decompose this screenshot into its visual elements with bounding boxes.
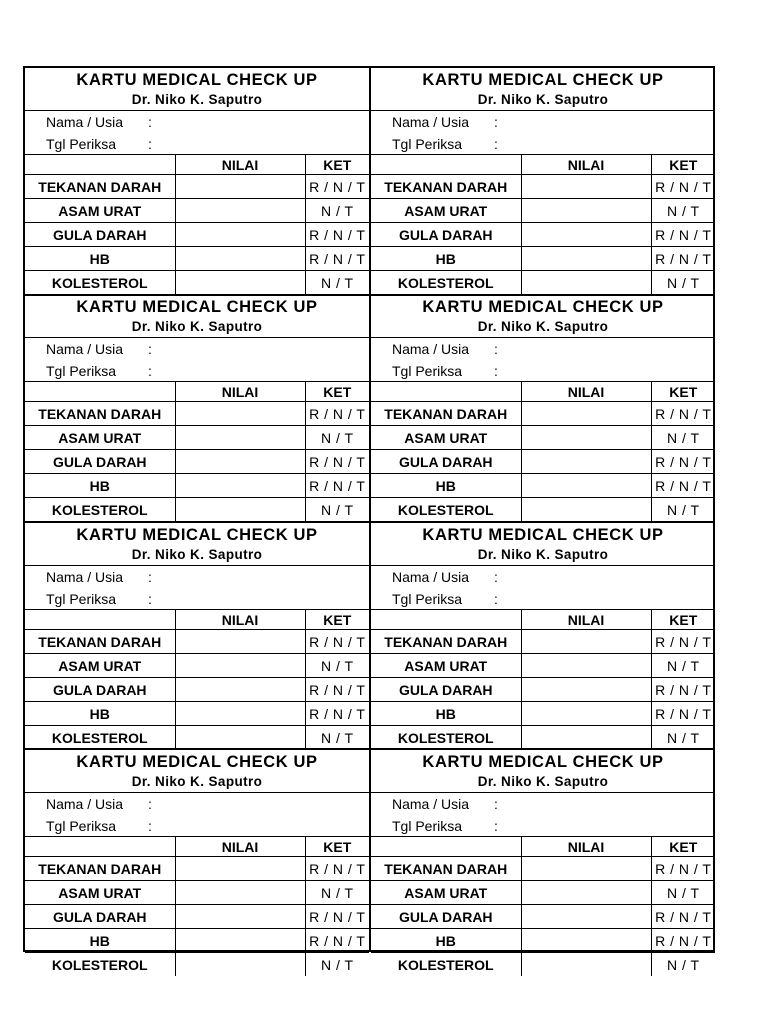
exam-date-label: Tgl Periksa [46,363,117,379]
name-age-field[interactable] [25,111,369,133]
note-cell[interactable]: N / T [305,271,369,295]
note-cell[interactable]: R / N / T [651,678,715,702]
colon: : [494,363,498,379]
name-age-field[interactable] [371,111,715,133]
medical-card [25,750,369,977]
name-age-label: Nama / Usia [392,796,470,812]
results-table [25,609,369,749]
test-name: HB [25,929,175,953]
value-column-header: NILAI [175,155,305,175]
note-column-header: KET [651,155,715,175]
exam-date-field[interactable] [25,815,369,837]
test-name: GULA DARAH [25,905,175,929]
test-name: GULA DARAH [371,678,521,702]
test-name: TEKANAN DARAH [25,857,175,881]
exam-date-field[interactable] [371,815,715,837]
test-name: HB [25,474,175,498]
test-name: HB [25,247,175,271]
value-cell[interactable] [175,223,305,247]
table-row [371,881,715,905]
test-name: HB [371,247,521,271]
note-cell[interactable]: R / N / T [305,175,369,199]
exam-date-label: Tgl Periksa [46,818,117,834]
table-row [371,175,715,199]
exam-date-field[interactable] [371,588,715,610]
name-age-label: Nama / Usia [392,569,470,585]
test-name: KOLESTEROL [25,271,175,295]
value-cell[interactable] [175,426,305,450]
table-row [371,630,715,654]
table-row [371,857,715,881]
name-age-field[interactable] [25,566,369,588]
colon: : [148,114,152,130]
results-table [25,154,369,294]
note-cell[interactable]: R / N / T [651,247,715,271]
name-age-field[interactable] [371,338,715,360]
value-cell[interactable] [175,630,305,654]
doctor-name: Dr. Niko K. Saputro [131,547,263,562]
header-blank-cell [371,155,521,175]
test-name: TEKANAN DARAH [371,857,521,881]
colon: : [148,341,152,357]
table-header-row [371,155,715,175]
table-row [371,905,715,929]
card-title: KARTU MEDICAL CHECK UP [422,753,664,771]
note-cell[interactable]: R / N / T [651,857,715,881]
table-row [25,702,369,726]
value-cell[interactable] [175,247,305,271]
note-cell[interactable]: N / T [651,199,715,223]
note-cell[interactable]: N / T [651,426,715,450]
name-age-field[interactable] [25,793,369,815]
table-header-row [25,155,369,175]
card-title: KARTU MEDICAL CHECK UP [76,71,318,89]
exam-date-label: Tgl Periksa [392,136,463,152]
note-cell[interactable]: R / N / T [305,630,369,654]
table-header-row [371,837,715,857]
table-row [25,905,369,929]
results-table [371,609,715,749]
medical-card-sheet [23,66,715,973]
value-cell[interactable] [521,474,651,498]
test-name: KOLESTEROL [25,498,175,522]
name-age-label: Nama / Usia [46,341,124,357]
colon: : [148,818,152,834]
note-cell[interactable]: R / N / T [305,929,369,953]
card-header [25,750,369,793]
header-blank-cell [25,382,175,402]
test-name: ASAM URAT [371,426,521,450]
test-name: KOLESTEROL [25,953,175,977]
value-column-header: NILAI [521,610,651,630]
value-cell[interactable] [175,726,305,750]
table-row [25,474,369,498]
test-name: KOLESTEROL [25,726,175,750]
note-cell[interactable]: R / N / T [651,474,715,498]
value-cell[interactable] [175,702,305,726]
value-cell[interactable] [175,271,305,295]
table-row [371,678,715,702]
value-cell[interactable] [521,247,651,271]
test-name: ASAM URAT [25,199,175,223]
table-row [25,402,369,426]
note-cell[interactable]: N / T [651,953,715,977]
doctor-name: Dr. Niko K. Saputro [131,92,263,107]
table-row [371,199,715,223]
card-header [371,523,715,566]
test-name: GULA DARAH [25,678,175,702]
note-cell[interactable]: R / N / T [651,929,715,953]
test-name: TEKANAN DARAH [25,402,175,426]
table-row [371,474,715,498]
name-age-label: Nama / Usia [46,114,124,130]
test-name: HB [371,474,521,498]
medical-card [371,68,715,295]
results-table [371,154,715,294]
note-cell[interactable]: N / T [651,654,715,678]
test-name: ASAM URAT [25,654,175,678]
table-row [25,726,369,750]
header-blank-cell [371,382,521,402]
test-name: TEKANAN DARAH [371,402,521,426]
colon: : [494,136,498,152]
note-cell[interactable]: R / N / T [651,702,715,726]
doctor-name: Dr. Niko K. Saputro [477,547,609,562]
note-column-header: KET [651,837,715,857]
card-header [371,750,715,793]
results-table [371,381,715,521]
value-cell[interactable] [521,426,651,450]
colon: : [148,136,152,152]
note-cell[interactable]: R / N / T [651,630,715,654]
table-row [371,450,715,474]
test-name: GULA DARAH [25,450,175,474]
name-age-label: Nama / Usia [46,569,124,585]
value-cell[interactable] [521,905,651,929]
note-cell[interactable]: R / N / T [305,905,369,929]
card-title: KARTU MEDICAL CHECK UP [76,526,318,544]
value-column-header: NILAI [175,837,305,857]
value-cell[interactable] [521,630,651,654]
value-cell[interactable] [521,953,651,977]
note-column-header: KET [305,155,369,175]
table-row [25,199,369,223]
card-title: KARTU MEDICAL CHECK UP [76,298,318,316]
table-row [371,223,715,247]
exam-date-field[interactable] [25,360,369,382]
value-cell[interactable] [521,654,651,678]
value-cell[interactable] [175,450,305,474]
note-cell[interactable]: N / T [305,498,369,522]
card-divider [25,294,713,296]
card-title: KARTU MEDICAL CHECK UP [422,526,664,544]
note-column-header: KET [651,610,715,630]
medical-card [25,295,369,522]
header-blank-cell [25,837,175,857]
name-age-label: Nama / Usia [46,796,124,812]
table-row [25,223,369,247]
colon: : [148,569,152,585]
note-cell[interactable]: N / T [305,953,369,977]
exam-date-field[interactable] [25,133,369,155]
test-name: HB [371,702,521,726]
test-name: ASAM URAT [25,426,175,450]
value-cell[interactable] [175,881,305,905]
note-cell[interactable]: N / T [305,199,369,223]
value-cell[interactable] [521,929,651,953]
medical-card [371,295,715,522]
table-row [25,426,369,450]
table-row [371,702,715,726]
card-header [25,523,369,566]
card-header [371,68,715,111]
colon: : [494,114,498,130]
test-name: TEKANAN DARAH [25,630,175,654]
colon: : [148,796,152,812]
exam-date-label: Tgl Periksa [392,363,463,379]
note-cell[interactable]: R / N / T [651,175,715,199]
test-name: KOLESTEROL [371,953,521,977]
table-row [25,857,369,881]
table-row [25,450,369,474]
table-header-row [371,382,715,402]
results-table [371,836,715,976]
colon: : [494,796,498,812]
note-cell[interactable]: N / T [651,498,715,522]
test-name: TEKANAN DARAH [371,175,521,199]
note-cell[interactable]: N / T [651,726,715,750]
note-cell[interactable]: R / N / T [651,402,715,426]
table-header-row [25,382,369,402]
note-cell[interactable]: N / T [305,654,369,678]
card-divider [25,748,713,750]
table-row [371,498,715,522]
value-cell[interactable] [521,199,651,223]
card-title: KARTU MEDICAL CHECK UP [422,71,664,89]
name-age-label: Nama / Usia [392,341,470,357]
note-cell[interactable]: N / T [305,426,369,450]
exam-date-label: Tgl Periksa [392,591,463,607]
name-age-label: Nama / Usia [392,114,470,130]
note-cell[interactable]: R / N / T [305,702,369,726]
card-header [25,295,369,338]
card-header [371,295,715,338]
table-row [25,881,369,905]
exam-date-label: Tgl Periksa [46,136,117,152]
exam-date-field[interactable] [25,588,369,610]
table-header-row [371,610,715,630]
table-row [25,929,369,953]
test-name: ASAM URAT [371,654,521,678]
value-cell[interactable] [521,881,651,905]
test-name: KOLESTEROL [371,498,521,522]
exam-date-label: Tgl Periksa [46,591,117,607]
card-divider [25,521,713,523]
table-row [25,175,369,199]
header-blank-cell [371,837,521,857]
doctor-name: Dr. Niko K. Saputro [477,319,609,334]
header-blank-cell [25,610,175,630]
table-row [25,271,369,295]
table-row [371,426,715,450]
exam-date-field[interactable] [371,133,715,155]
table-row [25,678,369,702]
colon: : [494,341,498,357]
table-row [371,953,715,977]
name-age-field[interactable] [371,793,715,815]
colon: : [494,591,498,607]
test-name: KOLESTEROL [371,271,521,295]
value-cell[interactable] [175,953,305,977]
colon: : [148,363,152,379]
value-column-header: NILAI [175,382,305,402]
note-column-header: KET [651,382,715,402]
value-cell[interactable] [175,498,305,522]
medical-card [371,523,715,750]
test-name: TEKANAN DARAH [25,175,175,199]
table-header-row [25,610,369,630]
name-age-field[interactable] [25,338,369,360]
test-name: GULA DARAH [25,223,175,247]
doctor-name: Dr. Niko K. Saputro [477,774,609,789]
value-column-header: NILAI [521,382,651,402]
header-blank-cell [25,155,175,175]
doctor-name: Dr. Niko K. Saputro [131,319,263,334]
note-cell[interactable]: R / N / T [305,402,369,426]
note-cell[interactable]: R / N / T [305,857,369,881]
value-cell[interactable] [521,726,651,750]
table-row [25,247,369,271]
colon: : [494,569,498,585]
note-cell[interactable]: N / T [305,726,369,750]
value-cell[interactable] [175,402,305,426]
note-cell[interactable]: N / T [651,271,715,295]
table-row [371,726,715,750]
note-cell[interactable]: R / N / T [651,450,715,474]
note-column-header: KET [305,610,369,630]
value-cell[interactable] [521,678,651,702]
exam-date-field[interactable] [371,360,715,382]
name-age-field[interactable] [371,566,715,588]
value-cell[interactable] [521,857,651,881]
card-title: KARTU MEDICAL CHECK UP [422,298,664,316]
value-cell[interactable] [521,498,651,522]
test-name: GULA DARAH [371,223,521,247]
column-divider [369,68,371,950]
medical-card [25,68,369,295]
medical-card [25,523,369,750]
table-row [25,654,369,678]
note-cell[interactable]: R / N / T [305,247,369,271]
test-name: TEKANAN DARAH [371,630,521,654]
value-cell[interactable] [521,450,651,474]
test-name: ASAM URAT [371,199,521,223]
value-cell[interactable] [175,905,305,929]
value-cell[interactable] [175,678,305,702]
value-cell[interactable] [175,929,305,953]
note-cell[interactable]: N / T [651,881,715,905]
value-cell[interactable] [521,271,651,295]
card-title: KARTU MEDICAL CHECK UP [76,753,318,771]
note-cell[interactable]: R / N / T [305,678,369,702]
note-cell[interactable]: R / N / T [305,223,369,247]
table-row [25,630,369,654]
note-cell[interactable]: R / N / T [305,474,369,498]
note-column-header: KET [305,837,369,857]
table-row [371,402,715,426]
note-cell[interactable]: N / T [305,881,369,905]
value-cell[interactable] [521,402,651,426]
colon: : [148,591,152,607]
table-row [371,929,715,953]
test-name: GULA DARAH [371,450,521,474]
test-name: HB [25,702,175,726]
doctor-name: Dr. Niko K. Saputro [131,774,263,789]
colon: : [494,818,498,834]
value-column-header: NILAI [521,155,651,175]
results-table [25,381,369,521]
value-cell[interactable] [521,175,651,199]
table-header-row [25,837,369,857]
value-cell[interactable] [175,199,305,223]
table-row [371,271,715,295]
value-cell[interactable] [521,702,651,726]
table-row [25,953,369,977]
test-name: ASAM URAT [25,881,175,905]
value-cell[interactable] [521,223,651,247]
test-name: GULA DARAH [371,905,521,929]
card-header [25,68,369,111]
test-name: HB [371,929,521,953]
table-row [371,247,715,271]
test-name: ASAM URAT [371,881,521,905]
results-table [25,836,369,976]
exam-date-label: Tgl Periksa [392,818,463,834]
header-blank-cell [371,610,521,630]
note-column-header: KET [305,382,369,402]
value-cell[interactable] [175,654,305,678]
value-cell[interactable] [175,857,305,881]
value-column-header: NILAI [521,837,651,857]
note-cell[interactable]: R / N / T [305,450,369,474]
table-row [25,498,369,522]
note-cell[interactable]: R / N / T [651,223,715,247]
value-column-header: NILAI [175,610,305,630]
value-cell[interactable] [175,474,305,498]
test-name: KOLESTEROL [371,726,521,750]
value-cell[interactable] [175,175,305,199]
doctor-name: Dr. Niko K. Saputro [477,92,609,107]
medical-card [371,750,715,977]
table-row [371,654,715,678]
note-cell[interactable]: R / N / T [651,905,715,929]
